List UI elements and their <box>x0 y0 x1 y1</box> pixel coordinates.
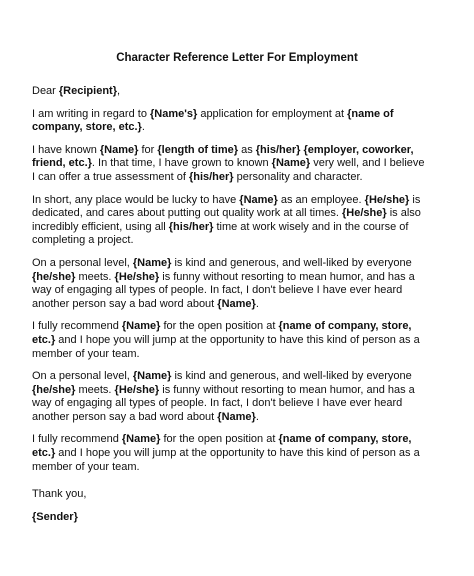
letter-paragraph <box>32 433 452 474</box>
placeholder-text: {name of <box>347 107 394 120</box>
body-text: member of your team. <box>32 347 140 360</box>
body-text: On a personal level, <box>32 256 133 269</box>
placeholder-text: etc.} <box>32 447 56 460</box>
body-text: personality and character. <box>233 170 363 183</box>
body-text: time at work wisely and in the course of <box>213 220 409 233</box>
body-text: I am writing in regard to <box>32 107 150 120</box>
text-line <box>32 433 452 447</box>
body-text: . <box>141 121 145 134</box>
placeholder-text: company, store, etc.} <box>32 121 142 134</box>
placeholder-text: {Name} <box>217 410 256 423</box>
body-text: another person say a bad word about <box>32 410 218 423</box>
text-line <box>32 271 452 285</box>
placeholder-text: {Name} <box>239 193 278 206</box>
body-text: for the open position at <box>160 433 279 446</box>
body-text: is also <box>386 207 421 220</box>
body-text: I can offer a true assessment of <box>32 170 189 183</box>
letter-paragraph <box>32 257 452 311</box>
body-text: way of engaging all types of people. In fact, I don't believe I have ever heard <box>32 397 403 410</box>
body-text: application for employment at <box>197 107 348 120</box>
body-text: I fully recommend <box>32 320 122 333</box>
text-line <box>32 298 452 312</box>
text-line <box>32 171 452 185</box>
body-text: member of your team. <box>32 460 140 473</box>
text-line <box>32 284 452 298</box>
placeholder-text: {Name's} <box>150 107 198 120</box>
placeholder-text: {his/her} <box>188 170 234 183</box>
closing: Thank you, <box>32 488 87 501</box>
salutation-text: Dear <box>32 85 59 97</box>
text-line <box>32 320 452 334</box>
body-text: . <box>255 297 259 310</box>
placeholder-text: {Name} <box>217 297 256 310</box>
letter-paragraph <box>32 108 452 135</box>
body-text: meets. <box>75 270 115 283</box>
placeholder-text: {Name} <box>271 157 311 170</box>
body-text: . <box>255 410 259 423</box>
text-line <box>32 397 452 411</box>
text-line <box>32 384 452 398</box>
placeholder-text: {he/she} <box>32 383 76 396</box>
body-text: . In that time, I have grown to known <box>91 157 272 170</box>
placeholder-text: {Name} <box>99 143 139 156</box>
body-text: is kind and generous, and well-liked by everyone <box>171 370 412 383</box>
sender-signature: {Sender} <box>32 510 78 523</box>
placeholder-text: {his/her} <box>255 143 301 156</box>
placeholder-text: {he/she} <box>32 270 76 283</box>
body-text: is funny without resorting to mean humor, and has a <box>159 270 415 283</box>
body-text: as <box>238 143 256 156</box>
body-text: for <box>138 143 158 156</box>
body-text: is <box>409 193 421 206</box>
body-text: In short, any place would be lucky to have <box>32 193 240 206</box>
body-text: very well, and I believe <box>310 157 425 170</box>
letter-paragraph <box>32 194 452 248</box>
placeholder-text: {name of company, store, <box>278 433 412 446</box>
body-text: is kind and generous, and well-liked by everyone <box>171 256 412 269</box>
text-line <box>32 370 452 384</box>
body-text: meets. <box>75 383 115 396</box>
body-text: completing a project. <box>32 234 134 247</box>
text-line <box>32 257 452 271</box>
placeholder-text: {Name} <box>121 433 161 446</box>
body-text: dedicated, and cares about putting out quality work at all times. <box>32 207 343 220</box>
text-line <box>32 144 452 158</box>
placeholder-text: {length of time} <box>157 143 239 156</box>
placeholder-text: {Name} <box>132 370 172 383</box>
text-line <box>32 461 452 475</box>
text-line <box>32 447 452 461</box>
body-text: I have known <box>32 143 100 156</box>
placeholder-text: {name of company, store, <box>278 320 412 333</box>
placeholder-text: {He/she} <box>114 383 160 396</box>
body-text: is funny without resorting to mean humor, and has a <box>159 383 415 396</box>
placeholder-text: friend, etc.} <box>32 157 92 170</box>
body-text: and I hope you will jump at the opportunity to have this kind of person as a <box>55 447 420 460</box>
body-text: I fully recommend <box>32 433 122 446</box>
letter-paragraph <box>32 144 452 185</box>
recipient-placeholder: {Recipient} <box>58 85 117 97</box>
text-line <box>32 234 452 248</box>
text-line <box>32 221 452 235</box>
salutation <box>32 85 452 99</box>
placeholder-text: etc.} <box>32 333 56 346</box>
text-line <box>32 334 452 348</box>
text-line <box>32 157 452 171</box>
text-line <box>32 411 452 425</box>
placeholder-text: {He/she} <box>364 193 410 206</box>
text-line <box>32 108 452 122</box>
body-text: way of engaging all types of people. In fact, I don't believe I have ever heard <box>32 284 403 297</box>
placeholder-text: {his/her} <box>168 220 214 233</box>
placeholder-text: {He/she} <box>114 270 160 283</box>
body-text: incredibly efficient, using all <box>32 220 169 233</box>
placeholder-text: {employer, coworker, <box>303 143 414 156</box>
body-text: On a personal level, <box>32 370 133 383</box>
salutation-comma: , <box>116 85 121 97</box>
placeholder-text: {Name} <box>121 320 161 333</box>
text-line <box>32 194 452 208</box>
letter-paragraph <box>32 320 452 361</box>
letter-body <box>32 85 452 533</box>
placeholder-text: {Name} <box>132 256 172 269</box>
letter-paragraph <box>32 370 452 424</box>
body-text: and I hope you will jump at the opportunity to have this kind of person as a <box>55 333 420 346</box>
document-title: Character Reference Letter For Employment <box>116 52 358 64</box>
body-text: another person say a bad word about <box>32 297 218 310</box>
body-text: for the open position at <box>160 320 279 333</box>
body-text: as an employee. <box>277 193 365 206</box>
text-line <box>32 207 452 221</box>
placeholder-text: {He/she} <box>342 207 387 220</box>
letter-paragraphs <box>32 108 452 475</box>
text-line <box>32 121 452 135</box>
text-line <box>32 348 452 362</box>
